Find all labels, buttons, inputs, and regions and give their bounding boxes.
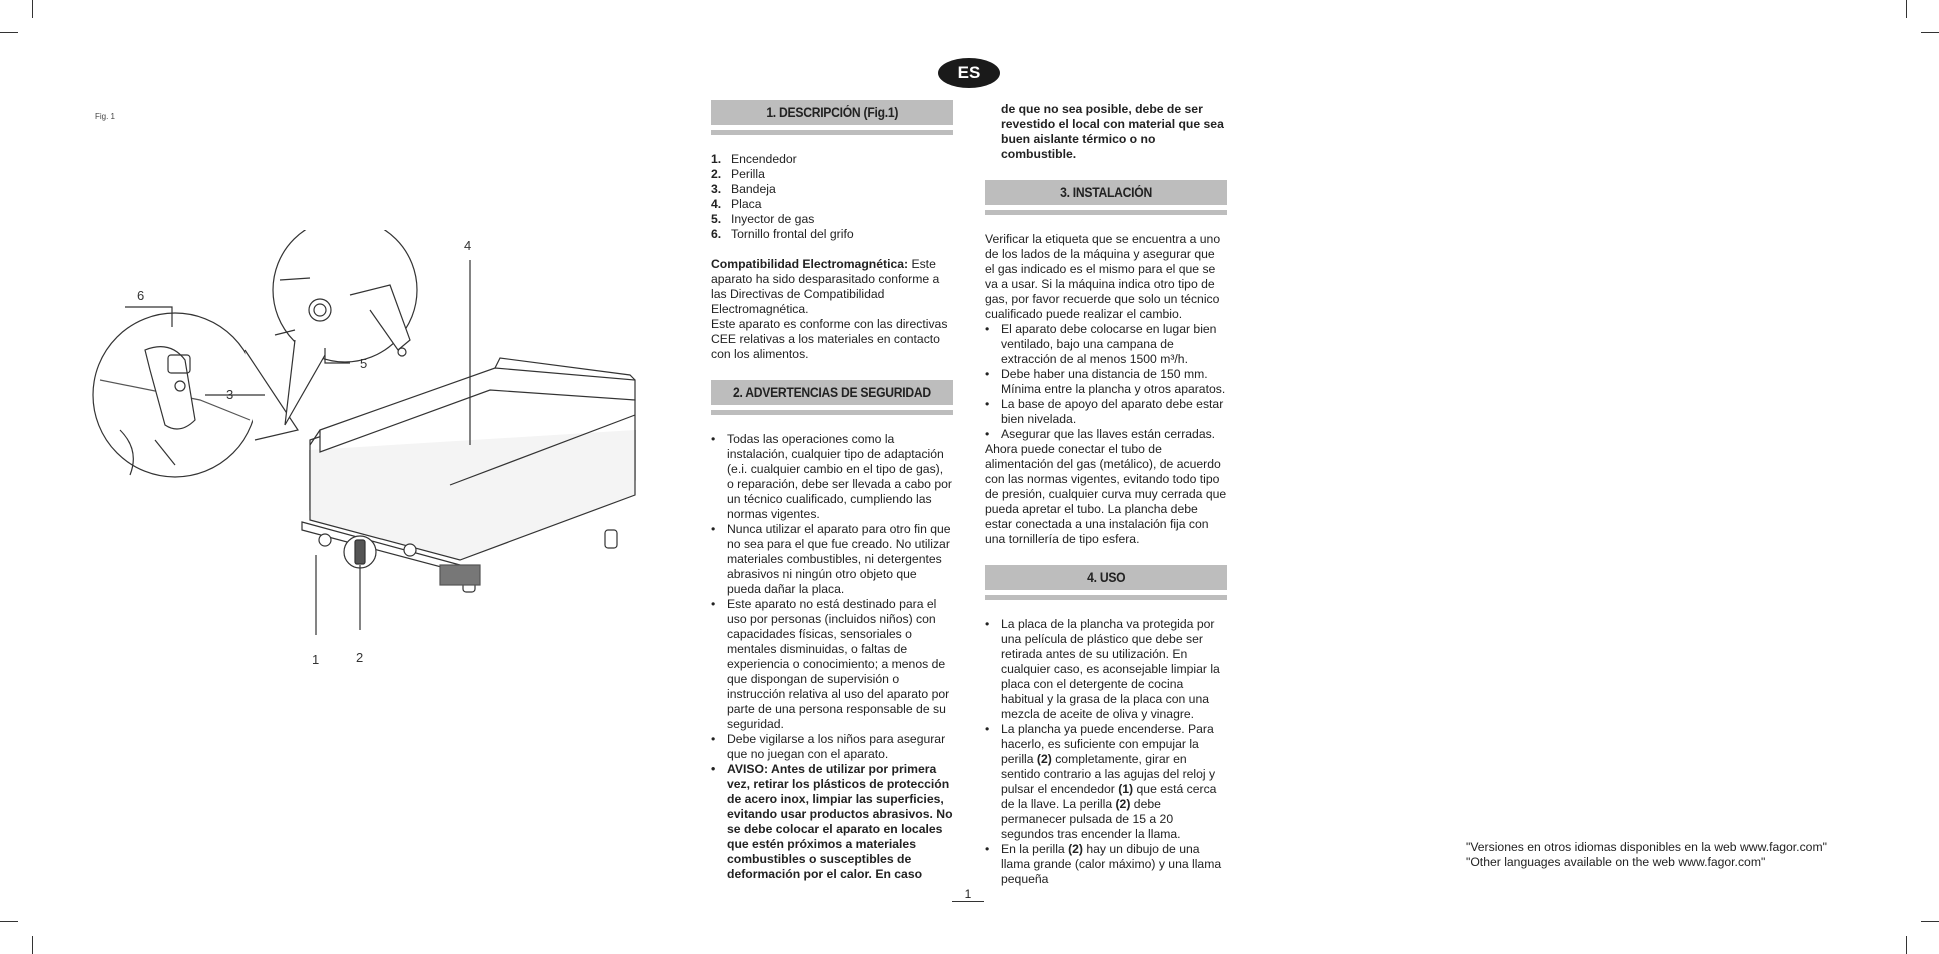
- callout-6: 6: [137, 288, 145, 303]
- section-heading-uso: 4. USO: [985, 565, 1227, 595]
- list-item: • La base de apoyo del aparato debe estar bien nivelada.: [985, 397, 1227, 427]
- emc-paragraph: Compatibilidad Electromagnética: Este aparato ha sido desparasitado conforme a las Directivas de Compatibilidad Electromagnética.: [711, 257, 940, 316]
- text-column-1: [711, 100, 953, 882]
- food-contact-paragraph: Este aparato es conforme con las directivas CEE relativas a los materiales en contacto con los alimentos.: [711, 317, 948, 361]
- crop-mark: [1906, 936, 1907, 954]
- list-item: 2. Perilla: [711, 167, 765, 181]
- language-badge: ES: [938, 58, 1000, 88]
- safety-list: [711, 432, 953, 882]
- section-heading-descripcion: 1. DESCRIPCIÓN (Fig.1): [711, 100, 953, 130]
- warning-continuation: de que no sea posible, debe de ser revestido el local con material que sea buen aislante térmico o no combustible.: [1001, 102, 1224, 161]
- page-number: 1: [952, 887, 984, 902]
- crop-mark: [1921, 921, 1939, 922]
- crop-mark: [1921, 32, 1939, 33]
- callout-3: 3: [226, 387, 234, 402]
- languages-footnote: [1466, 840, 1827, 870]
- list-item: 1. Encendedor: [711, 152, 797, 166]
- crop-mark: [0, 921, 18, 922]
- crop-mark: [32, 936, 33, 954]
- list-item: 6. Tornillo frontal del grifo: [711, 227, 854, 241]
- list-item: • Todas las operaciones como la instalación, cualquier tipo de adaptación (e.i. cualquier cambio en el tipo de gas), o reparación, debe ser llevada a cabo por un técnico cualificado, cumpliendo las normas vigentes.: [711, 432, 953, 522]
- list-item: • Nunca utilizar el aparato para otro fin que no sea para el que fue creado. No utilizar materiales combustibles, ni detergentes abrasivos ni ningún otro objeto que pueda dañar la placa.: [711, 522, 953, 597]
- crop-mark: [1906, 0, 1907, 18]
- list-item: 5. Inyector de gas: [711, 212, 815, 226]
- installation-outro: Ahora puede conectar el tubo de alimentación del gas (metálico), de acuerdo con las normas vigentes, evitando todo tipo de presión, cualquier curva muy cerrada que pueda apretar el tubo. La plancha debe estar conectada a una instalación fija con una tornillería de tipo esfera.: [985, 442, 1227, 546]
- list-item: • En la perilla (2) hay un dibujo de una llama grande (calor máximo) y una llama pequeña: [985, 842, 1227, 887]
- list-item: • Asegurar que las llaves están cerradas.: [985, 427, 1227, 442]
- callout-2: 2: [356, 650, 364, 665]
- crop-mark: [32, 0, 33, 18]
- crop-mark: [0, 32, 18, 33]
- installation-list: [985, 322, 1227, 442]
- callout-1: 1: [312, 652, 320, 667]
- usage-list: [985, 617, 1227, 887]
- list-item: • Debe haber una distancia de 150 mm. Mínima entre la plancha y otros aparatos.: [985, 367, 1227, 397]
- figure-label: Fig. 1: [95, 112, 116, 121]
- list-item: • Este aparato no está destinado para el uso por personas (incluidos niños) con capacidades físicas, sensoriales o mentales disminuidas, o faltas de experiencia o conocimiento; a menos de que dispongan de supervisión o instrucción relativa al uso del aparato por parte de una persona responsable de su seguridad.: [711, 597, 953, 732]
- list-item: 3. Bandeja: [711, 182, 776, 196]
- list-item: • La placa de la plancha va protegida por una película de plástico que debe ser retirada antes de su utilización. En cualquier caso, es aconsejable limpiar la placa con el detergente de cocina habitual y la grasa de la placa con una mezcla de aceite de oliva y vinagre.: [985, 617, 1227, 722]
- parts-list: [711, 152, 953, 242]
- callout-5: 5: [360, 356, 368, 371]
- callout-4: 4: [464, 238, 472, 253]
- list-item: • Debe vigilarse a los niños para asegurar que no juegan con el aparato.: [711, 732, 953, 762]
- warning-item: • AVISO: Antes de utilizar por primera vez, retirar los plásticos de protección de acero inox, limpiar las superficies, evitando usar productos abrasivos. No se debe colocar el aparato en locales que estén próximos a materiales combustibles o susceptibles de deformación por el calor. En caso: [711, 762, 953, 882]
- text-column-2: [985, 102, 1227, 887]
- griddle-illustration: [80, 230, 640, 680]
- section-heading-advertencias: 2. ADVERTENCIAS DE SEGURIDAD: [711, 380, 953, 410]
- footnote-line-en: "Other languages available on the web www.fagor.com": [1466, 855, 1766, 869]
- list-item: • La plancha ya puede encenderse. Para hacerlo, es suficiente con empujar la perilla (2) completamente, girar en sentido contrario a las agujas del reloj y pulsar el encendedor (1) que está cerca de la llave. La perilla (2) debe permanecer pulsada de 15 a 20 segundos tras encender la llama.: [985, 722, 1227, 842]
- installation-intro: Verificar la etiqueta que se encuentra a uno de los lados de la máquina y asegurar que el gas indicado es el mismo para el que se va a usar. Si la máquina indica otro tipo de gas, por favor recuerde que solo un técnico cualificado puede realizar el cambio.: [985, 232, 1221, 321]
- list-item: 4. Placa: [711, 197, 762, 211]
- footnote-line-es: "Versiones en otros idiomas disponibles en la web www.fagor.com": [1466, 840, 1827, 854]
- section-heading-instalacion: 3. INSTALACIÓN: [985, 180, 1227, 210]
- list-item: • El aparato debe colocarse en lugar bien ventilado, bajo una campana de extracción de al menos 1500 m³/h.: [985, 322, 1227, 367]
